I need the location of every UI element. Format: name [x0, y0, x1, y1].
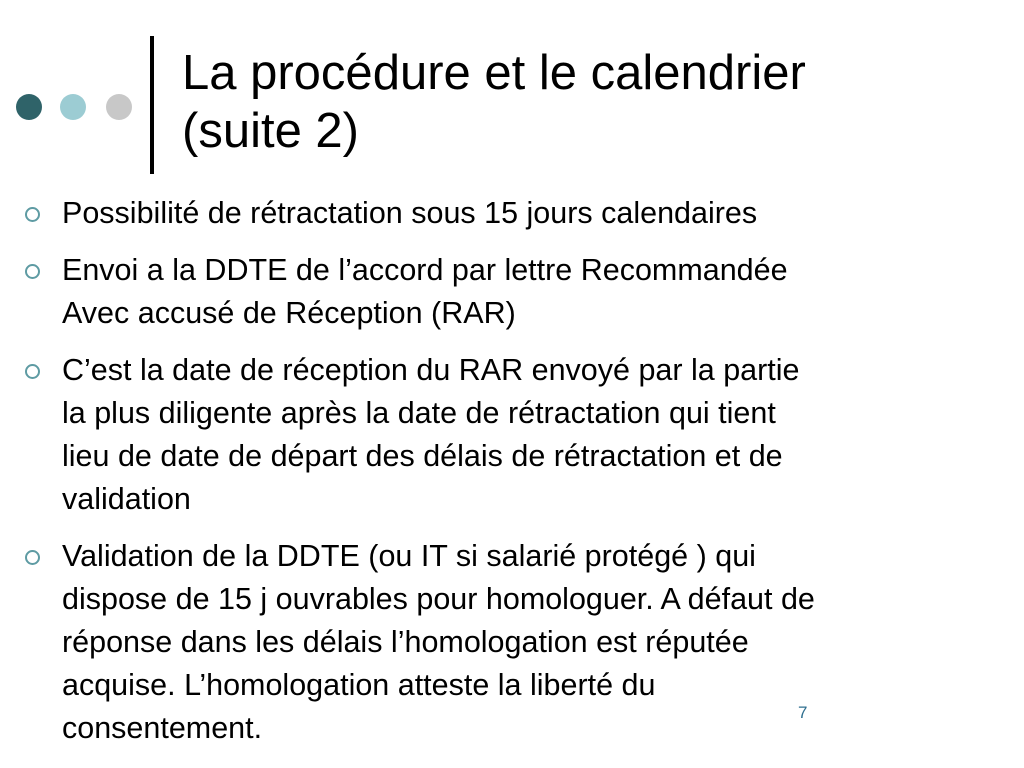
bullet-line: Envoi a la DDTE de l’accord par lettre Recommandée: [62, 253, 788, 287]
bullet-line: réponse dans les délais l’homologation est réputée: [62, 625, 749, 659]
slide-title: [182, 44, 1002, 160]
bullet-line: validation: [62, 482, 191, 516]
bullet-line: consentement.: [62, 711, 263, 745]
bullet-line: la plus diligente après la date de rétractation qui tient: [62, 396, 776, 430]
bullet-item-3: [22, 349, 992, 521]
bullet-item-2: [22, 249, 992, 335]
slide-page-number: 7: [798, 703, 808, 722]
bullet-item-4: [22, 535, 992, 750]
title-divider: [150, 36, 154, 174]
slide-title-line-1: La procédure et le calendrier: [182, 46, 806, 100]
bullet-list: [22, 192, 992, 764]
bullet-line: C’est la date de réception du RAR envoyé par la partie: [62, 353, 800, 387]
hollow-circle-bullet-icon: [25, 264, 40, 279]
bullet-line: Validation de la DDTE (ou IT si salarié protégé ) qui: [62, 539, 756, 573]
decoration-dot-dark: [16, 94, 42, 120]
hollow-circle-bullet-icon: [25, 550, 40, 565]
bullet-item-1: [22, 192, 992, 235]
decoration-dot-gray: [106, 94, 132, 120]
decoration-dot-light: [60, 94, 86, 120]
bullet-line: dispose de 15 j ouvrables pour homologuer. A défaut de: [62, 582, 815, 616]
slide-title-line-2: (suite 2): [182, 104, 360, 158]
bullet-line: Possibilité de rétractation sous 15 jours calendaires: [62, 196, 758, 230]
bullet-line: lieu de date de départ des délais de rétractation et de: [62, 439, 783, 473]
title-decoration-dots: [16, 94, 134, 120]
bullet-line: acquise. L’homologation atteste la liberté du: [62, 668, 656, 702]
bullet-line: Avec accusé de Réception (RAR): [62, 296, 516, 330]
hollow-circle-bullet-icon: [25, 207, 40, 222]
hollow-circle-bullet-icon: [25, 364, 40, 379]
